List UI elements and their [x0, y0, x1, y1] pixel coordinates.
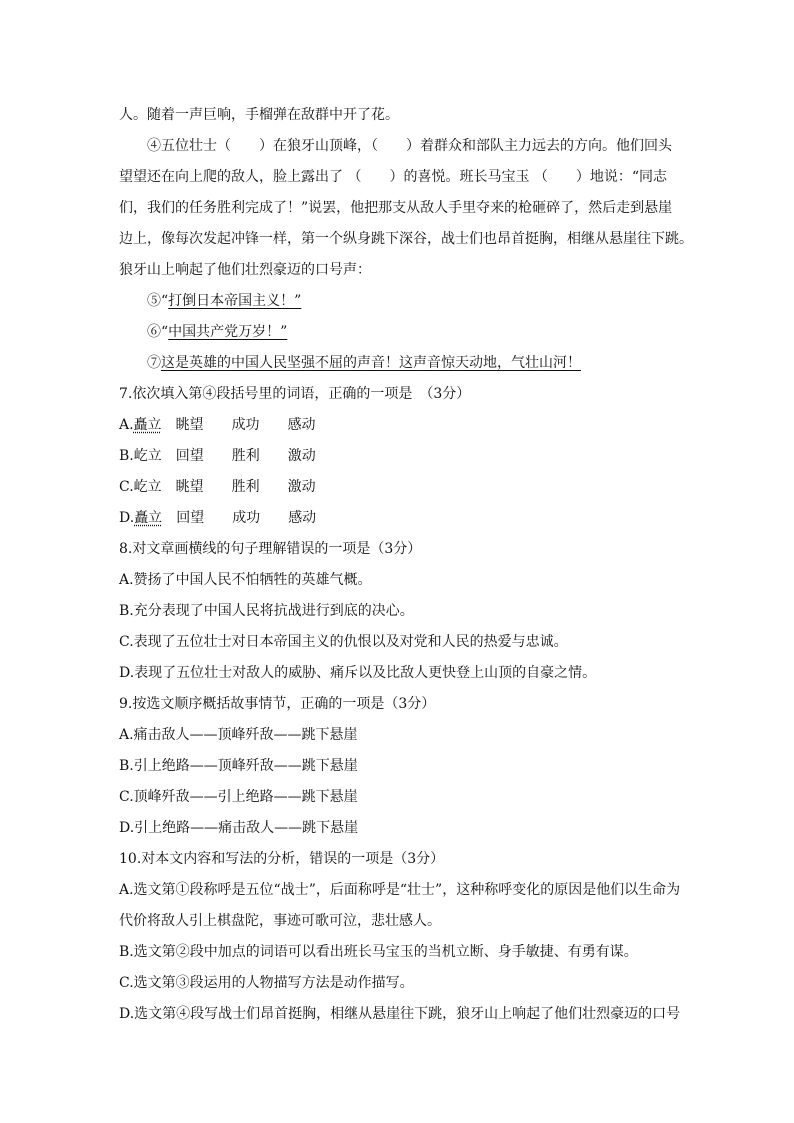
option-word: 矗立 [134, 510, 163, 526]
passage-line: ④五位壮士（ ）在狼牙山顶峰，（ ）着群众和部队主力远去的方向。他们回头 [147, 138, 672, 154]
question-10-option-a: A.选文第①段称呼是五位“战士”，后面称呼是“壮士”，这种称呼变化的原因是他们以生命为 [119, 882, 681, 898]
question-7-option-b [119, 441, 679, 472]
option-label: A. [119, 417, 134, 433]
question-9-option-d: D.引上绝路——痛击敌人——跳下悬崖 [119, 820, 359, 836]
option-word: 眺望 [175, 417, 204, 433]
question-10-stem: 10.对本文内容和写法的分析，错误的一项是（3分） [119, 851, 445, 867]
option-word: 眺望 [175, 479, 204, 495]
option-word: 矗立 [133, 417, 162, 433]
underlined-sentence: 中国共产党万岁！” [168, 324, 288, 340]
underlined-sentence: 打倒日本帝国主义！” [168, 293, 302, 309]
question-7-stem: 7.依次填入第④段括号里的词语，正确的一项是 （3分） [119, 386, 471, 402]
option-word: 感动 [288, 510, 317, 526]
sentence-7 [119, 348, 679, 379]
option-label: C. [119, 479, 134, 495]
slogan-number: ⑦ [147, 355, 161, 371]
question-8-stem: 8.对文章画横线的句子理解错误的一项是（3分） [119, 541, 422, 557]
option-word: 成功 [232, 510, 261, 526]
option-label: B. [119, 448, 134, 464]
passage-line: 们，我们的任务胜利完成了！”说罢，他把那支从敌人手里夺来的枪砸碎了，然后走到悬崖 [119, 200, 673, 216]
underlined-sentence: 这是英雄的中国人民坚强不屈的声音！这声音惊天动地，气壮山河！ [161, 355, 581, 371]
option-word: 回望 [175, 448, 204, 464]
question-10-option-d: D.选文第④段写战士们昂首挺胸，相继从悬崖往下跳，狼牙山上响起了他们壮烈豪迈的口号 [119, 1006, 681, 1022]
slogan-number: ⑤“ [147, 293, 169, 309]
option-word: 成功 [231, 417, 260, 433]
passage-line: 边上，像每次发起冲锋一样，第一个纵身跳下深谷，战士们也昂首挺胸，相继从悬崖往下跳。 [119, 231, 693, 247]
document-content [119, 100, 693, 1030]
passage-line: 望望还在向上爬的敌人，脸上露出了 （ ）的喜悦。班长马宝玉 （ ）地说：“同志 [119, 169, 668, 185]
question-7-option-a [119, 410, 679, 441]
slogan-5 [119, 286, 679, 317]
passage-line: 狼牙山上响起了他们壮烈豪迈的口号声： [119, 262, 371, 278]
question-8-option-b: B.充分表现了中国人民将抗战进行到底的决心。 [119, 603, 414, 619]
option-word: 感动 [287, 417, 316, 433]
option-word: 胜利 [231, 479, 260, 495]
question-9-option-b: B.引上绝路——顶峰歼敌——跳下悬崖 [119, 758, 358, 774]
question-8-option-a: A.赞扬了中国人民不怕牺牲的英雄气概。 [119, 572, 372, 588]
passage-line: 人。随着一声巨响，手榴弹在敌群中开了花。 [119, 107, 399, 123]
option-word: 回望 [176, 510, 205, 526]
slogan-number: ⑥“ [147, 324, 169, 340]
question-7-option-d [119, 503, 679, 534]
question-8-option-d: D.表现了五位壮士对敌人的威胁、痛斥以及比敌人更快登上山顶的自豪之情。 [119, 665, 597, 681]
option-label: D. [119, 510, 135, 526]
question-10-option-b: B.选文第②段中加点的词语可以看出班长马宝玉的当机立断、身手敏捷、有勇有谋。 [119, 944, 638, 960]
question-10-option-a-cont: 代价将敌人引上棋盘陀，事迹可歌可泣，悲壮感人。 [119, 913, 441, 929]
slogan-6 [119, 317, 679, 348]
option-word: 胜利 [231, 448, 260, 464]
question-8-option-c: C.表现了五位壮士对日本帝国主义的仇恨以及对党和人民的热爱与忠诚。 [119, 634, 568, 650]
option-word: 激动 [287, 479, 316, 495]
option-word: 屹立 [133, 479, 162, 495]
question-9-option-a: A.痛击敌人——顶峰歼敌——跳下悬崖 [119, 727, 358, 743]
question-9-option-c: C.顶峰歼敌——引上绝路——跳下悬崖 [119, 789, 358, 805]
question-10-option-c: C.选文第③段运用的人物描写方法是动作描写。 [119, 975, 414, 991]
option-word: 激动 [287, 448, 316, 464]
question-9-stem: 9.按选文顺序概括故事情节，正确的一项是（3分） [119, 696, 436, 712]
option-word: 屹立 [133, 448, 162, 464]
question-7-option-c [119, 472, 679, 503]
